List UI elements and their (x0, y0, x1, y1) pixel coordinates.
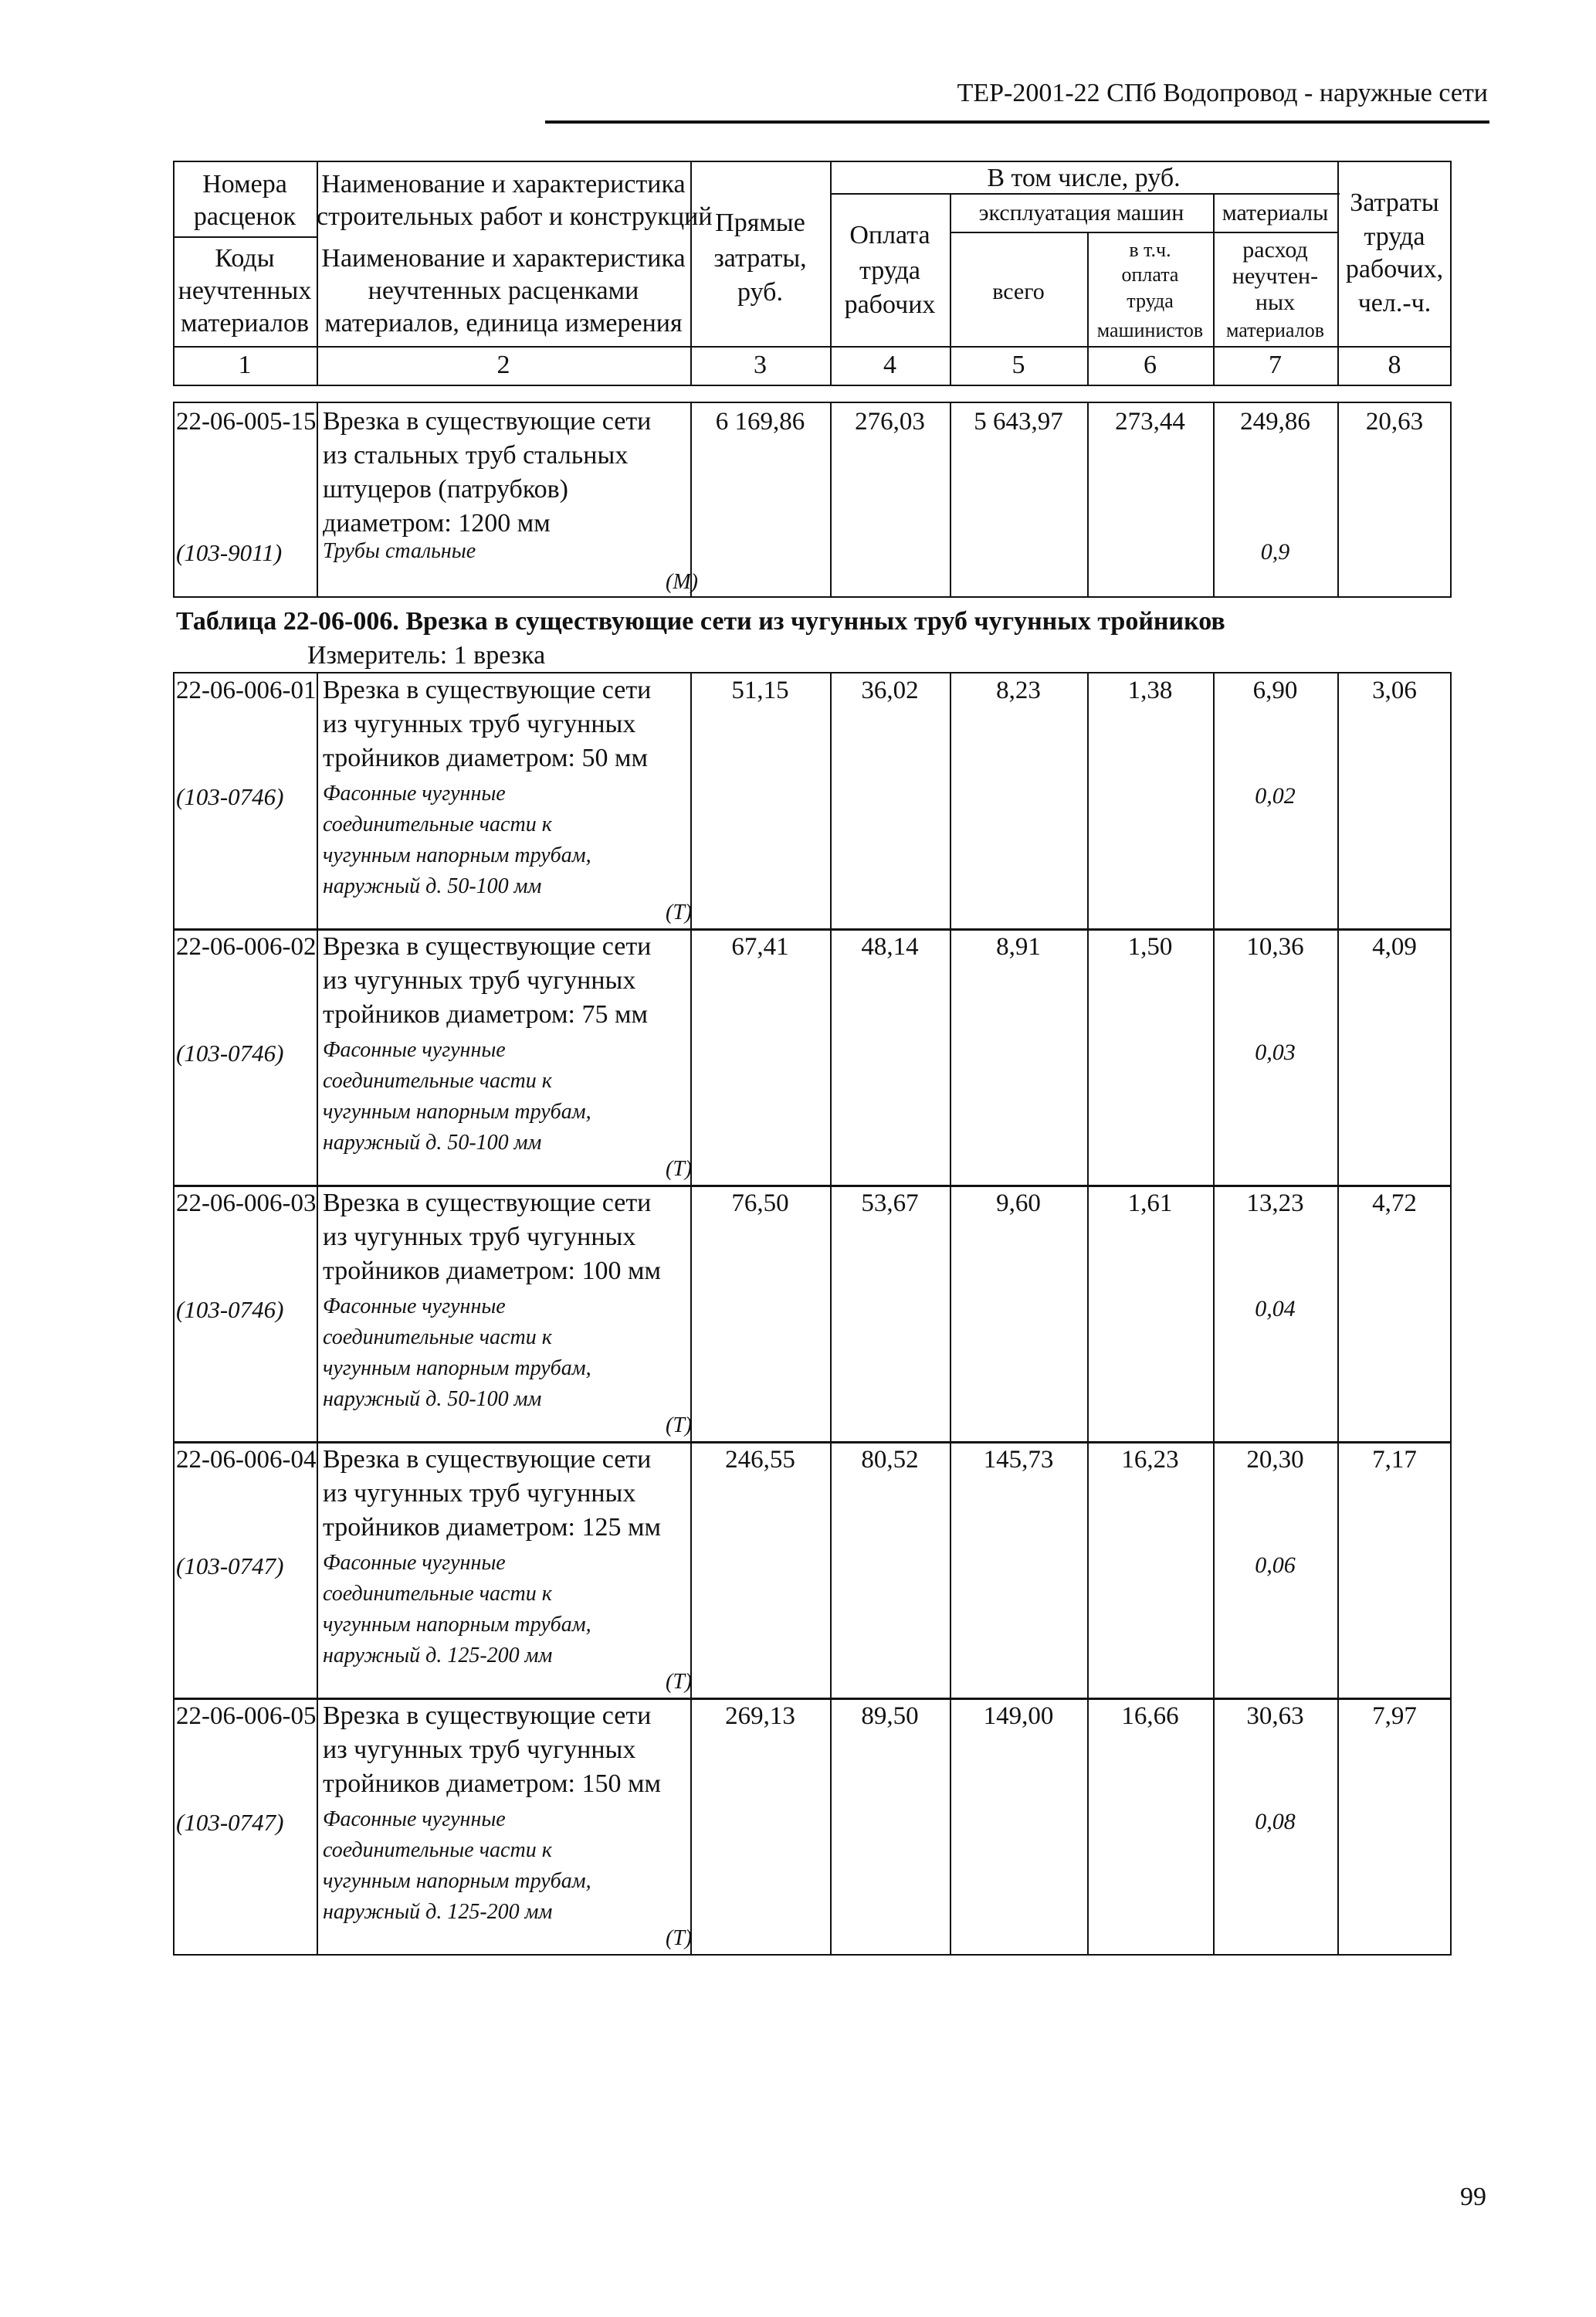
machines-title: эксплуатация машин (978, 200, 1184, 226)
column-divider (950, 1185, 951, 1443)
column-divider (1337, 672, 1339, 931)
machinist-pay: 16,66 (1121, 1702, 1179, 1730)
material-description: наружный д. 50-100 мм (323, 1387, 542, 1411)
col-number: 3 (754, 351, 767, 379)
rate-description: тройников диаметром: 50 мм (323, 744, 649, 772)
col-number: 1 (238, 351, 252, 379)
material-description: чугунным напорным трубам, (323, 843, 591, 867)
rate-description: штуцеров (патрубков) (323, 475, 569, 504)
materials-cost: 10,36 (1246, 933, 1304, 961)
col2-sub-c: материалов, единица измерения (324, 309, 683, 338)
material-unit: (Т) (666, 1926, 693, 1950)
machinist-pay: 1,38 (1127, 677, 1173, 704)
direct-costs: 51,15 (731, 677, 789, 704)
material-quantity: 0,02 (1255, 783, 1296, 809)
column-divider (1087, 1185, 1089, 1443)
material-quantity: 0,9 (1260, 539, 1290, 565)
rate-code: 22-06-006-02 (176, 933, 317, 961)
col4-title-b: труда (859, 256, 921, 285)
material-description: соединительные части к (323, 1582, 552, 1606)
machinist-pay: 16,23 (1121, 1446, 1179, 1474)
table-title: Таблица 22-06-006. Врезка в существующие сети из чугунных труб чугунных тройников (176, 607, 1225, 636)
material-description: наружный д. 125-200 мм (323, 1900, 553, 1924)
rate-description: Врезка в существующие сети (323, 1701, 652, 1730)
material-quantity: 0,03 (1255, 1040, 1296, 1065)
col4-title-c: рабочих (844, 290, 936, 319)
col8-title-b: труда (1364, 222, 1425, 251)
table-meter: Измеритель: 1 врезка (307, 641, 546, 670)
materials-title: материалы (1222, 200, 1329, 226)
column-divider (1087, 1441, 1089, 1700)
column-divider (317, 1441, 318, 1700)
material-unit: (Т) (666, 1157, 693, 1181)
material-code: (103-0746) (176, 1040, 284, 1067)
rate-description: Врезка в существующие сети (323, 407, 652, 436)
rate-code: 22-06-006-01 (176, 677, 317, 704)
worker-pay: 80,52 (861, 1446, 919, 1474)
col1-sub-a: Коды (215, 244, 275, 273)
column-divider (830, 928, 832, 1187)
material-code: (103-0747) (176, 1809, 284, 1836)
col5-title: всего (992, 279, 1045, 304)
col7-title-c: ных (1255, 290, 1296, 315)
column-divider (830, 1185, 832, 1443)
material-description: соединительные части к (323, 1838, 552, 1862)
machine-total: 149,00 (983, 1702, 1054, 1730)
material-description: чугунным напорным трубам, (323, 1356, 591, 1380)
rate-description: из чугунных труб чугунных (323, 710, 636, 738)
labor-hours: 20,63 (1365, 408, 1424, 436)
col1-sub-c: материалов (180, 309, 310, 338)
material-description: наружный д. 125-200 мм (323, 1644, 553, 1667)
direct-costs: 269,13 (725, 1702, 795, 1730)
material-quantity: 0,04 (1255, 1296, 1296, 1321)
materials-cost: 13,23 (1246, 1189, 1304, 1217)
worker-pay: 48,14 (861, 933, 919, 961)
column-divider (690, 1441, 692, 1700)
col4-title-a: Оплата (849, 221, 930, 249)
group-title: В том числе, руб. (987, 164, 1181, 192)
machine-total: 145,73 (983, 1446, 1054, 1474)
machinist-pay: 1,61 (1127, 1189, 1173, 1217)
machine-total: 5 643,97 (974, 408, 1063, 436)
column-divider (317, 1185, 318, 1443)
machine-total: 8,23 (996, 677, 1041, 704)
material-quantity: 0,06 (1255, 1552, 1296, 1578)
material-description: Трубы стальные (323, 539, 476, 563)
col7-title-b: неучтен- (1232, 263, 1319, 289)
running-header: ТЕР-2001-22 СПб Водопровод - наружные сети (957, 79, 1488, 107)
column-divider (950, 1698, 951, 1956)
machinist-pay: 1,50 (1127, 933, 1173, 961)
direct-costs: 76,50 (731, 1189, 789, 1217)
column-divider (1337, 928, 1339, 1187)
materials-cost: 20,30 (1246, 1446, 1304, 1474)
labor-hours: 7,17 (1372, 1446, 1417, 1474)
material-unit: (Т) (666, 1413, 693, 1437)
material-description: соединительные части к (323, 1325, 552, 1349)
col2-sub-b: неучтенных расценками (368, 276, 639, 305)
materials-cost: 6,90 (1252, 677, 1298, 704)
col1-sub-b: неучтенных (178, 276, 312, 305)
material-code: (103-9011) (176, 539, 283, 566)
material-description: Фасонные чугунные (323, 1038, 506, 1062)
rate-code: 22-06-006-03 (176, 1189, 317, 1217)
material-description: наружный д. 50-100 мм (323, 1131, 542, 1155)
labor-hours: 3,06 (1372, 677, 1417, 704)
col6-title-c: труда (1127, 290, 1174, 312)
column-divider (317, 928, 318, 1187)
material-description: чугунным напорным трубам, (323, 1100, 591, 1124)
column-divider (1337, 1441, 1339, 1700)
worker-pay: 53,67 (861, 1189, 919, 1217)
column-divider (830, 1698, 832, 1956)
material-unit: (М) (666, 570, 698, 594)
rate-description: диаметром: 1200 мм (323, 509, 551, 538)
col-number: 8 (1388, 351, 1401, 379)
page-number: 99 (1460, 2183, 1486, 2211)
material-description: Фасонные чугунные (323, 1294, 506, 1318)
col3-title-a: Прямые (715, 209, 805, 237)
material-description: Фасонные чугунные (323, 1551, 506, 1575)
materials-cost: 249,86 (1240, 408, 1310, 436)
col1-title-a: Номера (202, 170, 287, 198)
col6-title-b: оплата (1121, 263, 1179, 286)
labor-hours: 4,09 (1372, 933, 1417, 961)
material-quantity: 0,08 (1255, 1809, 1296, 1834)
direct-costs: 246,55 (725, 1446, 795, 1474)
rate-description: тройников диаметром: 150 мм (323, 1769, 662, 1798)
column-divider (690, 928, 692, 1187)
labor-hours: 7,97 (1372, 1702, 1417, 1730)
material-description: соединительные части к (323, 1069, 552, 1093)
material-code: (103-0746) (176, 783, 284, 810)
material-unit: (Т) (666, 901, 693, 924)
worker-pay: 36,02 (861, 677, 919, 704)
col8-title-c: рабочих, (1345, 255, 1444, 283)
rate-description: из стальных труб стальных (323, 441, 629, 470)
machine-total: 8,91 (996, 933, 1041, 961)
column-divider (1087, 1698, 1089, 1956)
col7-title-a: расход (1242, 237, 1308, 263)
material-description: Фасонные чугунные (323, 1807, 506, 1831)
col2-title-b: строительных работ и конструкций (317, 202, 713, 231)
rate-description: Врезка в существующие сети (323, 932, 652, 961)
rate-description: Врезка в существующие сети (323, 1445, 652, 1474)
column-divider (830, 672, 832, 931)
column-divider (1087, 672, 1089, 931)
col7-title-d: материалов (1226, 319, 1324, 341)
column-divider (690, 1698, 692, 1956)
col-number: 4 (883, 351, 896, 379)
material-description: наружный д. 50-100 мм (323, 874, 542, 898)
column-divider (950, 672, 951, 931)
material-unit: (Т) (666, 1670, 693, 1694)
column-divider (690, 1185, 692, 1443)
rate-description: из чугунных труб чугунных (323, 966, 636, 995)
column-divider (317, 672, 318, 931)
materials-cost: 30,63 (1246, 1702, 1304, 1730)
col-number: 6 (1144, 351, 1157, 379)
rate-description: тройников диаметром: 125 мм (323, 1513, 662, 1542)
labor-hours: 4,72 (1372, 1189, 1417, 1217)
rate-description: из чугунных труб чугунных (323, 1223, 636, 1251)
direct-costs: 6 169,86 (715, 408, 805, 436)
column-divider (1087, 928, 1089, 1187)
machine-total: 9,60 (996, 1189, 1041, 1217)
rate-code: 22-06-006-05 (176, 1702, 317, 1730)
column-divider (317, 1698, 318, 1956)
machinist-pay: 273,44 (1115, 408, 1185, 436)
col8-title-a: Затраты (1350, 188, 1439, 217)
material-description: чугунным напорным трубам, (323, 1613, 591, 1637)
col8-title-d: чел.-ч. (1357, 289, 1432, 317)
col2-sub-a: Наименование и характеристика (321, 244, 686, 273)
col-number: 7 (1269, 351, 1282, 379)
col1-title-b: расценок (193, 202, 296, 231)
column-divider (830, 1441, 832, 1700)
column-divider (950, 928, 951, 1187)
material-description: Фасонные чугунные (323, 782, 506, 806)
material-description: соединительные части к (323, 812, 552, 836)
column-divider (1337, 1185, 1339, 1443)
rate-code: 22-06-006-04 (176, 1446, 317, 1474)
col2-title-a: Наименование и характеристика (321, 170, 686, 198)
material-description: чугунным напорным трубам, (323, 1869, 591, 1893)
rate-description: тройников диаметром: 75 мм (323, 1000, 649, 1029)
rate-description: тройников диаметром: 100 мм (323, 1257, 662, 1285)
direct-costs: 67,41 (731, 933, 789, 961)
rate-code: 22-06-005-15 (176, 408, 317, 436)
rate-description: Врезка в существующие сети (323, 1189, 652, 1217)
col3-title-c: руб. (737, 278, 783, 307)
material-code: (103-0747) (176, 1552, 284, 1579)
column-divider (690, 672, 692, 931)
header-rule (545, 120, 1489, 124)
rate-description: из чугунных труб чугунных (323, 1479, 636, 1508)
column-divider (950, 1441, 951, 1700)
rate-description: из чугунных труб чугунных (323, 1735, 636, 1764)
col-number: 5 (1011, 351, 1025, 379)
material-code: (103-0746) (176, 1296, 284, 1323)
col-number: 2 (496, 351, 510, 379)
col3-title-b: затраты, (713, 244, 807, 273)
worker-pay: 89,50 (861, 1702, 919, 1730)
col6-title-a: в т.ч. (1129, 239, 1171, 261)
column-divider (1337, 1698, 1339, 1956)
rate-description: Врезка в существующие сети (323, 676, 652, 704)
worker-pay: 276,03 (855, 408, 925, 436)
col6-title-d: машинистов (1096, 319, 1204, 341)
